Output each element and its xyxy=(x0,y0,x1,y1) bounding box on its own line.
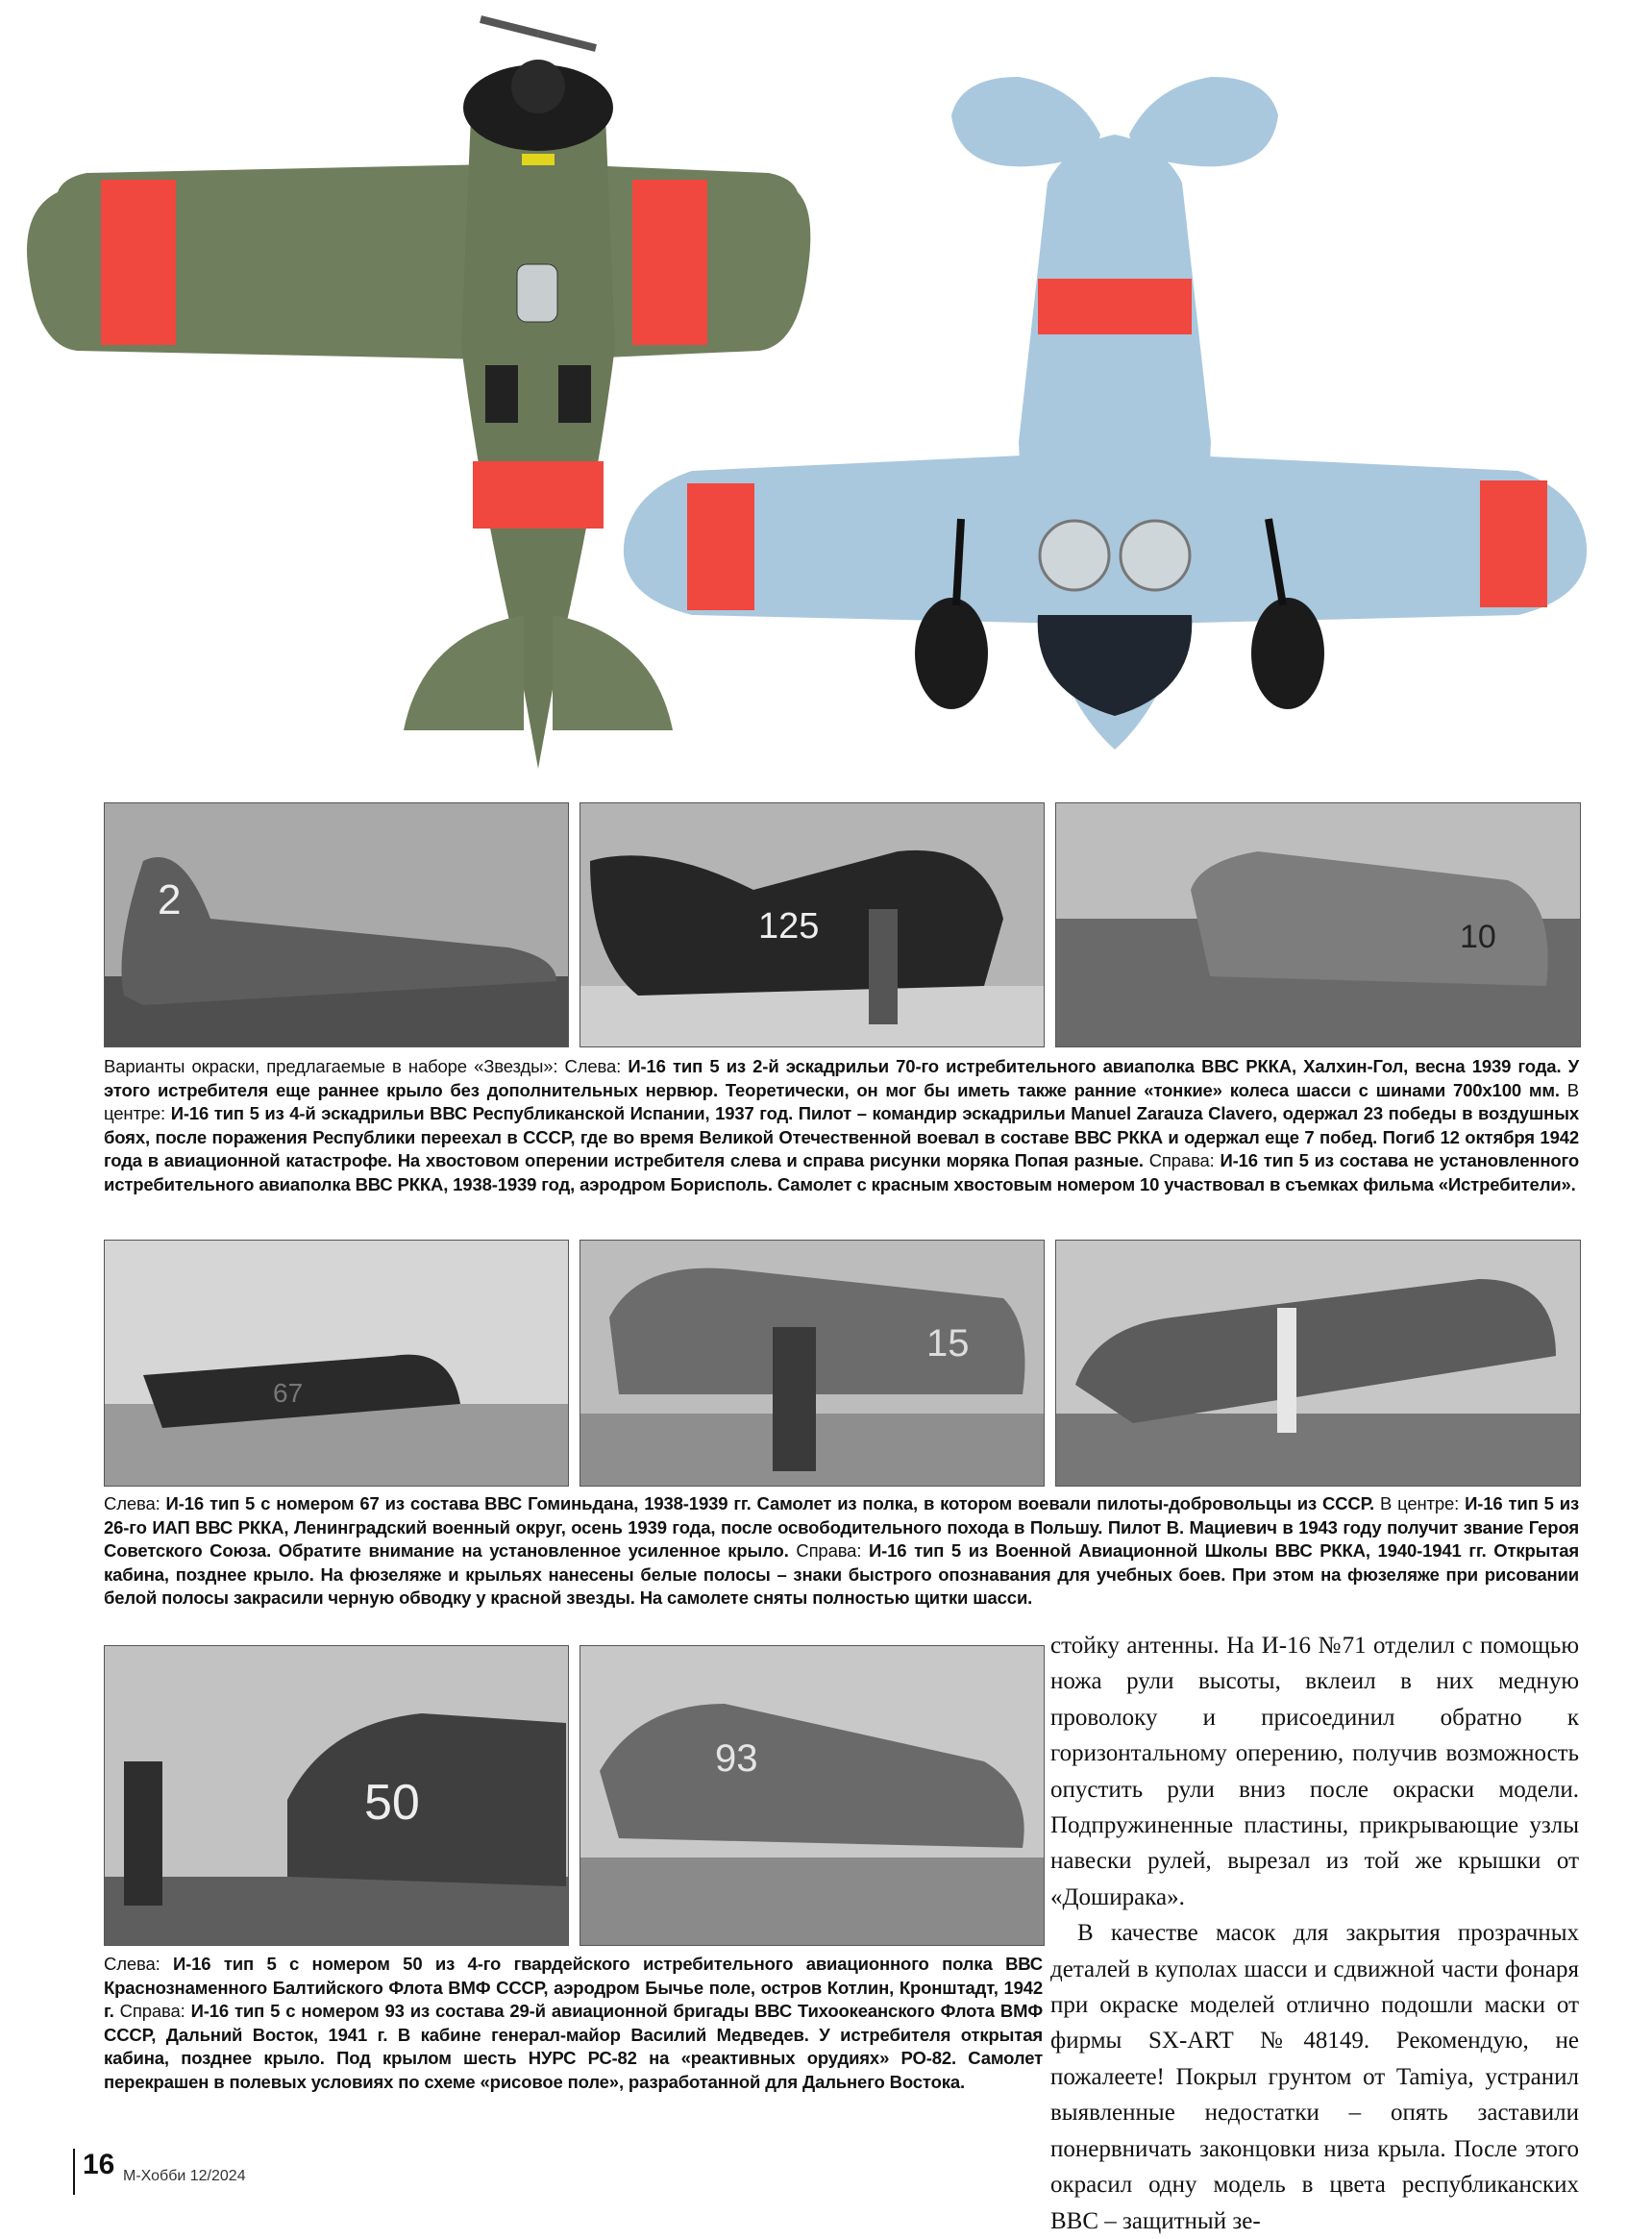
caption-1-right: И-16 тип 5 из состава не установленного истребительного авиаполка ВВС РККА, 1938-1939 год, аэродром Борисполь. Самолет с красным хвостовым номером 10 участвовал в съемках фильма «Истребители». xyxy=(104,1150,1579,1194)
caption-1-lead: Варианты окраски, предлагаемые в наборе «Звезды»: Слева: xyxy=(104,1056,622,1076)
model-top-view xyxy=(27,19,810,769)
caption-2-center: И-16 тип 5 из 26-го ИАП ВВС РККА, Ленинградский военный округ, осень 1939 года, после освободительного похода в Польшу. Пилот В. Мациевич в 1943 году получит звание Героя Советского Союза. Обратите внимание на установленное усиленное крыло. xyxy=(104,1493,1579,1561)
photo-i16-number-2 xyxy=(104,802,569,1047)
article-text-column xyxy=(1050,1628,1579,2239)
photo-i16-number-125 xyxy=(579,802,1045,1047)
caption-1-center: И-16 тип 5 из 4-й эскадрильи ВВС Республиканской Испании, 1937 год. Пилот – командир эскадрильи Manuel Zarauza Clavero, одержал 23 победы в воздушных боях, после поражения Республики переехал в СССР, где во время Великой Отечественной воевал в составе ВВС РККА и одержал еще 7 побед. Погиб 12 октября 1942 года в авиационной катастрофе. На хвостовом оперении истребителя слева и справа рисунки моряка Попая разные. xyxy=(104,1103,1579,1170)
photo-number-15: 15 xyxy=(926,1322,970,1365)
caption-2-left: И-16 тип 5 с номером 67 из состава ВВС Гоминьдана, 1938-1939 гг. Самолет из полка, в котором воевали пилоты-добровольцы из СССР. xyxy=(160,1493,1380,1513)
photo-number-10: 10 xyxy=(1460,919,1496,955)
magazine-issue: М-Хобби 12/2024 xyxy=(123,2168,246,2184)
caption-2-right-label: Справа: xyxy=(796,1540,862,1561)
photo-number-125: 125 xyxy=(758,906,820,947)
article-paragraph-2: В качестве масок для закрытия прозрачных деталей в куполах шасси и сдвижной части фонаря при окраске моделей отлично подошли маски от фирмы SX-ART №48149. Рекомендую, не пожалеете! Покрыл грунтом от Tamiya, устранил выявленные недостатки – опять заставили понервничать законцовки низа крыла. После этого окрасил одну модель в цвета республиканских ВВС – защитный зе- xyxy=(1050,1920,1579,2234)
photo-i16-number-93 xyxy=(579,1645,1045,1946)
caption-3-right-label: Справа: xyxy=(119,2001,185,2021)
caption-1-left: И-16 тип 5 из 2-й эскадрильи 70-го истребительного авиаполка ВВС РККА, Халхин-Гол, весна 1939 года. У этого истребителя еще раннее крыло без дополнительных нервюр. Теоретически, он мог бы иметь также ранние «тонкие» колеса шасси с шинами 700x100 мм. xyxy=(104,1056,1579,1100)
caption-3-left: И-16 тип 5 с номером 50 из 4-го гвардейского истребительного авиационного полка ВВС Краснознаменного Балтийского Флота ВМФ СССР, аэродром Бычье поле, остров Котлин, Кронштадт, 1942 г. xyxy=(104,1954,1043,2021)
photo-i16-number-10 xyxy=(1055,802,1581,1047)
caption-row-3 xyxy=(104,1953,1043,2094)
caption-1-right-label: Справа: xyxy=(1148,1150,1215,1170)
folio-bar xyxy=(73,2149,75,2195)
caption-row-2 xyxy=(104,1492,1579,1611)
photo-i16-training-school xyxy=(1055,1240,1581,1487)
caption-row-1 xyxy=(104,1055,1579,1196)
article-paragraph-1: стойку антенны. На И-16 №71 отделил с помощью ножа рули высоты, вклеил в них медную проволоку и присоединил обратно к горизонтальному оперению, получив возможность опустить рули вниз после окраски модели. Подпружиненные пластины, прикрывающие узлы навески рулей, вырезал из той же крышки от «Доширака». xyxy=(1050,1633,1579,1910)
hero-model-photos xyxy=(0,0,1652,788)
photo-number-93: 93 xyxy=(715,1737,758,1780)
photo-number-50: 50 xyxy=(364,1775,420,1831)
caption-1-center-label: В центре: xyxy=(104,1079,1579,1123)
photo-number-2: 2 xyxy=(158,876,182,923)
photo-i16-number-67 xyxy=(104,1240,569,1487)
caption-3-left-label: Слева: xyxy=(104,1954,160,1974)
caption-2-right: И-16 тип 5 из Военной Авиационной Школы ВВС РККА, 1940-1941 гг. Открытая кабина, позднее крыло. На фюзеляже и крыльях нанесены белые полосы – знаки быстрого опознавания для учебных боев. При этом на фюзеляже при рисовании белой полосы закрасили черную обводку у красной звезды. На самолете сняты полностью щитки шасси. xyxy=(104,1540,1579,1608)
photo-number-67: 67 xyxy=(273,1378,304,1408)
page-number: 16 xyxy=(83,2149,115,2180)
caption-3-right: И-16 тип 5 с номером 93 из состава 29-й авиационной бригады ВВС Тихоокеанского Флота ВМФ СССР, Дальний Восток, 1941 г. В кабине генерал-майор Василий Медведев. У истребителя открытая кабина, позднее крыло. Под крылом шесть НУРС РС-82 на «реактивных орудиях» РО-82. Самолет перекрашен в полевых условиях по схеме «рисовое поле», разработанной для Дальнего Востока. xyxy=(104,2001,1044,2092)
photo-i16-number-50 xyxy=(104,1645,569,1946)
caption-2-left-label: Слева: xyxy=(104,1493,160,1513)
photo-i16-number-15 xyxy=(579,1240,1045,1487)
caption-2-center-label: В центре: xyxy=(1379,1493,1460,1513)
